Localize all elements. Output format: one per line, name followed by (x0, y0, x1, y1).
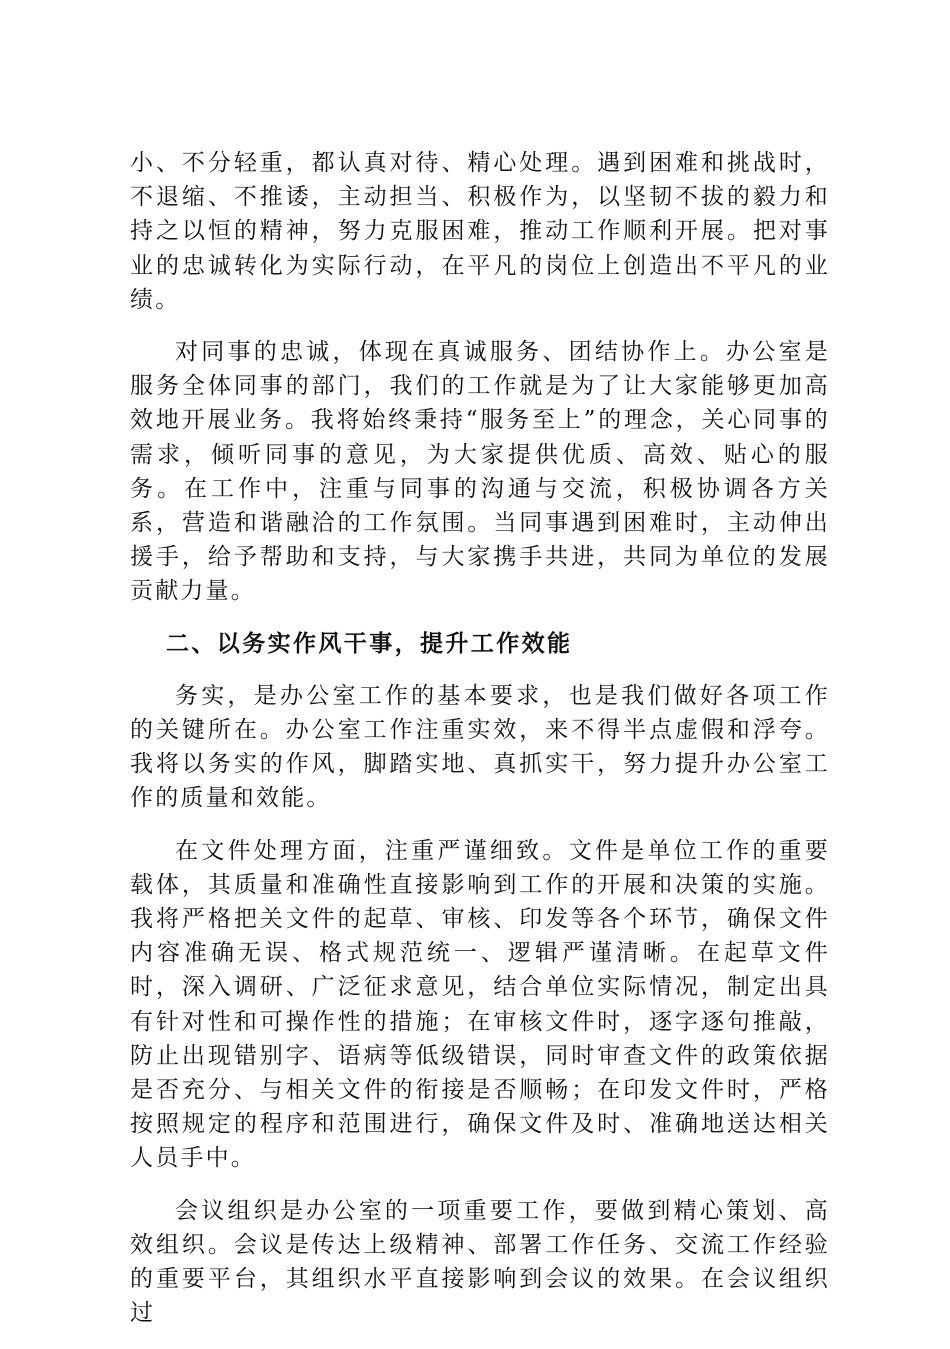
paragraph-document-handling: 在文件处理方面，注重严谨细致。文件是单位工作的重要载体，其质量和准确性直接影响到工作的开展和决策的实施。我将严格把关文件的起草、审核、印发等各个环节，确保文件内容准确无误、格式规范统一、逻辑严谨清晰。在起草文件时，深入调研、广泛征求意见，结合单位实际情况，制定出具有针对性和可操作性的措施；在审核文件时，逐字逐句推敲，防止出现错别字、语病等低级错误，同时审查文件的政策依据是否充分、与相关文件的衔接是否顺畅；在印发文件时，严格按照规定的程序和范围进行，确保文件及时、准确地送达相关人员手中。 (130, 837, 830, 1172)
document-body (130, 146, 830, 1349)
paragraph-colleague-loyalty: 对同事的忠诚，体现在真诚服务、团结协作上。办公室是服务全体同事的部门，我们的工作就是为了让大家能够更加高效地开展业务。我将始终秉持“服务至上”的理念，关心同事的需求，倾听同事的意见，为大家提供优质、高效、贴心的服务。在工作中，注重与同事的沟通与交流，积极协调各方关系，营造和谐融洽的工作氛围。当同事遇到困难时，主动伸出援手，给予帮助和支持，与大家携手共进，共同为单位的发展贡献力量。 (130, 339, 830, 605)
paragraph-continuation: 小、不分轻重，都认真对待、精心处理。遇到困难和挑战时，不退缩、不推诿，主动担当、积极作为，以坚韧不拔的毅力和持之以恒的精神，努力克服困难，推动工作顺利开展。把对事业的忠诚转化为实际行动，在平凡的岗位上创造出不平凡的业绩。 (130, 150, 830, 313)
paragraph-pragmatism: 务实，是办公室工作的基本要求，也是我们做好各项工作的关键所在。办公室工作注重实效，来不得半点虚假和浮夸。我将以务实的作风，脚踏实地、真抓实干，努力提升办公室工作的质量和效能。 (130, 682, 830, 812)
section-heading: 二、以务实作风干事，提升工作效能 (166, 630, 573, 657)
paragraph-meeting-organization: 会议组织是办公室的一项重要工作，要做到精心策划、高效组织。会议是传达上级精神、部署工作任务、交流工作经验的重要平台，其组织水平直接影响到会议的效果。在会议组织过 (130, 1197, 830, 1327)
